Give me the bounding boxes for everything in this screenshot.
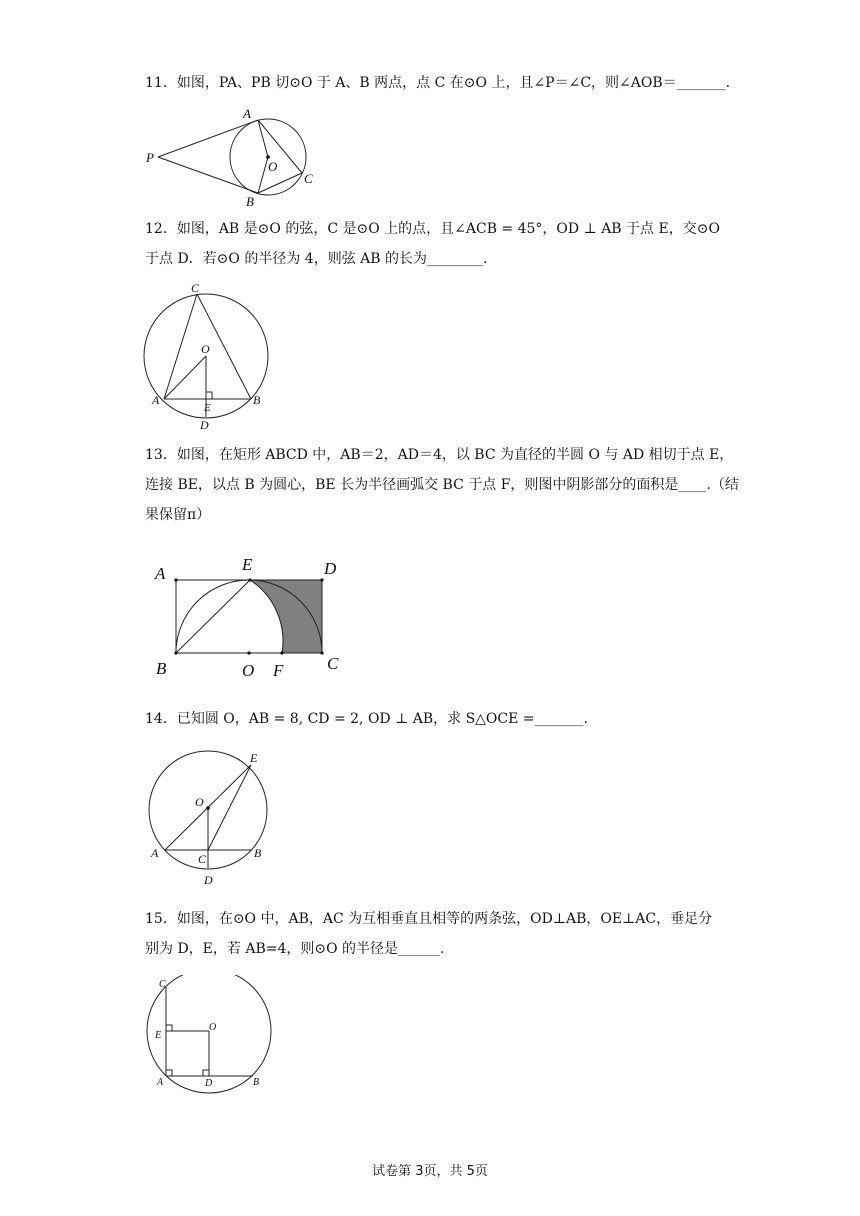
label-c: C bbox=[198, 852, 207, 866]
figure-13 bbox=[145, 552, 355, 682]
segment-ce bbox=[208, 765, 251, 850]
label-b: B bbox=[254, 846, 262, 860]
label-b: B bbox=[253, 1077, 260, 1088]
question-15-line-2: 别为 D，E，若 AB=4，则⊙O 的半径是______. bbox=[145, 941, 445, 957]
question-13-line-2: 连接 BE，以点 B 为圆心，BE 长为半径画弧交 BC 于点 F，则图中阴影部分的面积是____.（结 bbox=[145, 477, 739, 493]
segment-ca bbox=[164, 294, 197, 399]
question-12-line-2: 于点 D．若⊙O 的半径为 4，则弦 AB 的长为________. bbox=[145, 251, 488, 267]
label-o: O bbox=[268, 159, 278, 174]
label-o: O bbox=[195, 795, 204, 809]
label-b: B bbox=[156, 659, 167, 678]
figure-15 bbox=[145, 975, 280, 1095]
question-12 bbox=[145, 214, 735, 274]
figure-11 bbox=[140, 105, 330, 210]
right-angle-a bbox=[166, 1070, 172, 1076]
point-e bbox=[248, 578, 251, 581]
shaded-region bbox=[250, 580, 322, 653]
page-footer: 试卷第 3页，共 5页 bbox=[372, 1164, 488, 1179]
point-f bbox=[280, 651, 283, 654]
segment-ac bbox=[258, 120, 302, 173]
label-f: F bbox=[273, 661, 284, 680]
label-e: E bbox=[250, 751, 258, 765]
question-15-line-1: 15．如图，在⊙O 中，AB，AC 为互相垂直且相等的两条弦，OD⊥AB，OE⊥AC，垂足分 bbox=[145, 911, 713, 927]
label-a: A bbox=[243, 106, 251, 121]
figure-14 bbox=[142, 748, 272, 888]
label-c: C bbox=[304, 171, 313, 186]
label-e: E bbox=[242, 555, 253, 574]
label-d: D bbox=[200, 418, 209, 432]
label-d: D bbox=[324, 559, 337, 578]
question-14 bbox=[145, 704, 735, 734]
right-angle-d bbox=[203, 1070, 209, 1076]
label-c: C bbox=[327, 654, 339, 673]
question-11 bbox=[145, 68, 735, 98]
point-c bbox=[320, 651, 323, 654]
label-b: B bbox=[246, 194, 254, 209]
label-p: P bbox=[146, 150, 154, 165]
figure-12 bbox=[140, 282, 285, 432]
segment-ob bbox=[258, 157, 268, 193]
question-15 bbox=[145, 904, 735, 964]
label-e: E bbox=[204, 402, 211, 414]
point-o bbox=[247, 651, 250, 654]
question-11-line-1: 11．如图，PA、PB 切⊙O 于 A、B 两点，点 C 在⊙O 上，且∠P＝∠C，则∠AOB＝_______. bbox=[145, 75, 731, 91]
point-a bbox=[174, 578, 177, 581]
tangent-pa bbox=[158, 120, 258, 157]
label-c: C bbox=[159, 979, 166, 990]
segment-be bbox=[176, 580, 250, 653]
point-b bbox=[174, 651, 177, 654]
question-13-line-3: 果保留π） bbox=[145, 507, 211, 523]
point-o bbox=[206, 806, 210, 810]
right-angle-e bbox=[166, 1025, 172, 1031]
label-d: D bbox=[204, 873, 213, 887]
label-d: D bbox=[205, 1078, 213, 1089]
label-e: E bbox=[155, 1030, 162, 1041]
label-o: O bbox=[209, 1022, 217, 1033]
label-c: C bbox=[191, 282, 200, 295]
label-a: A bbox=[151, 846, 159, 860]
question-12-line-1: 12．如图，AB 是⊙O 的弦，C 是⊙O 上的点，且∠ACB = 45°，OD ⊥ AB 于点 E，交⊙O bbox=[145, 221, 720, 237]
tangent-pb bbox=[158, 157, 258, 193]
label-a: A bbox=[157, 1077, 164, 1088]
right-angle-mark bbox=[206, 392, 212, 399]
label-a: A bbox=[155, 564, 166, 583]
label-a: A bbox=[152, 393, 160, 407]
question-14-line-1: 14．已知圆 O，AB = 8, CD = 2, OD ⊥ AB，求 S△OCE =_______. bbox=[145, 711, 588, 727]
label-o: O bbox=[201, 342, 210, 356]
point-d bbox=[320, 578, 323, 581]
question-13-line-1: 13．如图，在矩形 ABCD 中，AB＝2，AD＝4，以 BC 为直径的半圆 O 与 AD 相切于点 E， bbox=[145, 447, 734, 463]
label-o: O bbox=[242, 661, 255, 680]
label-b: B bbox=[253, 393, 261, 407]
question-13 bbox=[145, 440, 739, 530]
